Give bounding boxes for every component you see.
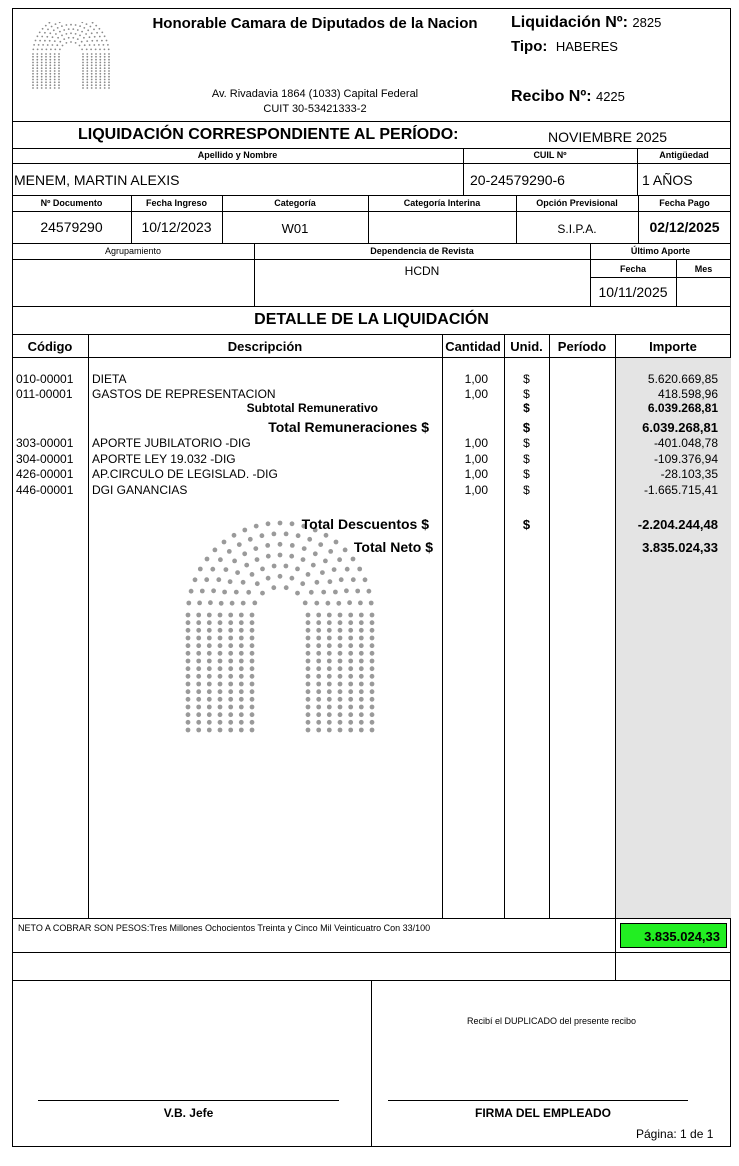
line-importe: 5.620.669,85 [647,372,718,386]
line-codigo: 010-00001 [16,372,74,386]
total-neto-value: 3.835.024,33 [642,540,718,555]
fecha-pago-label: Fecha Pago [659,198,710,208]
tipo [511,38,618,56]
line-descripcion: GASTOS DE REPRESENTACION [92,387,276,401]
col-codigo: Código [27,339,73,354]
subtotal-unid: $ [523,401,530,415]
recibo-label: Recibo Nº: [511,88,592,105]
chamber-logo-icon [28,22,114,94]
recibo-number [511,88,625,106]
line-descripcion: APORTE JUBILATORIO -DIG [92,436,251,450]
line-codigo: 011-00001 [16,387,73,401]
period-label: LIQUIDACIÓN CORRESPONDIENTE AL PERÍODO: [78,126,459,143]
line-cantidad: 1,00 [464,372,488,386]
line-importe: -401.048,78 [653,436,718,450]
dependencia-label: Dependencia de Revista [370,246,474,256]
period-value: NOVIEMBRE 2025 [548,129,668,145]
antiguedad-label: Antigüedad [659,150,709,160]
liquidacion-number [511,14,661,32]
categoria-value: W01 [281,221,309,236]
subtotal-label: Subtotal Remunerativo [246,401,378,415]
line-cantidad: 1,00 [464,436,488,450]
neto-value: 3.835.024,33 [620,923,727,948]
line-importe: -28.103,35 [660,467,718,481]
line-importe: 418.598,96 [657,387,718,401]
cuil-label: CUIL Nº [533,150,567,160]
liquidacion-label: Liquidación Nº: [511,14,628,31]
line-cantidad: 1,00 [464,467,488,481]
categoria-label: Categoría [274,198,316,208]
col-descripcion: Descripción [227,339,303,354]
liquidacion-value: 2825 [632,15,662,30]
documento-value: 24579290 [40,219,103,235]
ultimo-aporte-label: Último Aporte [630,246,691,256]
col-importe: Importe [649,339,697,354]
agrupamiento-label: Agrupamiento [104,246,162,256]
ingreso-value: 10/12/2023 [141,219,212,235]
line-codigo: 304-00001 [16,451,74,466]
col-unid: Unid. [510,339,543,354]
col-periodo: Período [557,339,607,354]
line-unid: $ [523,372,530,386]
line-descripcion: DGI GANANCIAS [92,482,188,497]
org-name: Honorable Camara de Diputados de la Nacion [152,15,478,32]
tipo-label: Tipo: [511,38,548,55]
col-cantidad: Cantidad [445,339,501,354]
line-descripcion: AP.CIRCULO DE LEGISLAD. -DIG [92,467,278,481]
firma-empleado: FIRMA DEL EMPLEADO [474,1106,611,1120]
total-rem-value: 6.039.268,81 [642,420,718,435]
line-cantidad: 1,00 [464,482,488,497]
total-desc-value: -2.204.244,48 [637,517,718,532]
opcion-label: Opción Previsional [536,198,618,208]
total-rem-unid: $ [522,420,531,435]
dependencia-value: HCDN [404,264,440,278]
ultimo-fecha-value: 10/11/2025 [598,284,668,300]
line-unid: $ [523,451,530,466]
total-desc-label: Total Descuentos $ [301,516,429,532]
line-cantidad: 1,00 [464,387,488,401]
cuil-value: 20-24579290-6 [470,172,565,188]
line-importe: -109.376,94 [653,451,718,466]
line-codigo: 426-00001 [16,467,74,481]
org-cuit: CUIT 30-53421333-2 [263,103,367,115]
line-descripcion: DIETA [92,372,127,386]
received-text: Recibí el DUPLICADO del presente recibo [466,1016,637,1026]
neto-text: NETO A COBRAR SON PESOS:Tres Millones Ochocientos Treinta y Cinco Mil Veinticuatro Con 33/100 [18,923,431,933]
vb-jefe: V.B. Jefe [163,1106,214,1120]
line-codigo: 446-00001 [16,482,74,497]
line-importe: -1.665.715,41 [643,482,718,497]
page-number: Página: 1 de 1 [636,1127,714,1141]
line-unid: $ [523,436,530,450]
documento-label: Nº Documento [40,198,103,208]
employee-name: MENEM, MARTIN ALEXIS [14,172,180,188]
name-label: Apellido y Nombre [197,150,278,160]
total-desc-unid: $ [522,517,531,532]
org-address: Av. Rivadavia 1864 (1033) Capital Federal [211,88,419,100]
recibo-value: 4225 [595,89,625,104]
subtotal-value: 6.039.268,81 [647,401,718,415]
line-codigo: 303-00001 [16,436,74,450]
line-unid: $ [523,482,530,497]
opcion-value: S.I.P.A. [557,222,597,236]
ingreso-label: Fecha Ingreso [145,198,208,208]
detail-title: DETALLE DE LA LIQUIDACIÓN [254,311,489,328]
tipo-value: HABERES [555,39,618,54]
cat-interna-label: Categoría Interina [403,198,481,208]
fecha-pago-value: 02/12/2025 [649,219,720,235]
antiguedad-value: 1 AÑOS [642,172,693,188]
total-rem-label: Total Remuneraciones $ [268,419,429,435]
line-unid: $ [523,387,530,401]
line-unid: $ [523,467,530,481]
total-neto-label: Total Neto $ [353,539,433,555]
line-cantidad: 1,00 [464,451,488,466]
line-descripcion: APORTE LEY 19.032 -DIG [92,451,236,466]
ultimo-mes-label: Mes [694,264,713,274]
ultimo-fecha-label: Fecha [619,264,646,274]
